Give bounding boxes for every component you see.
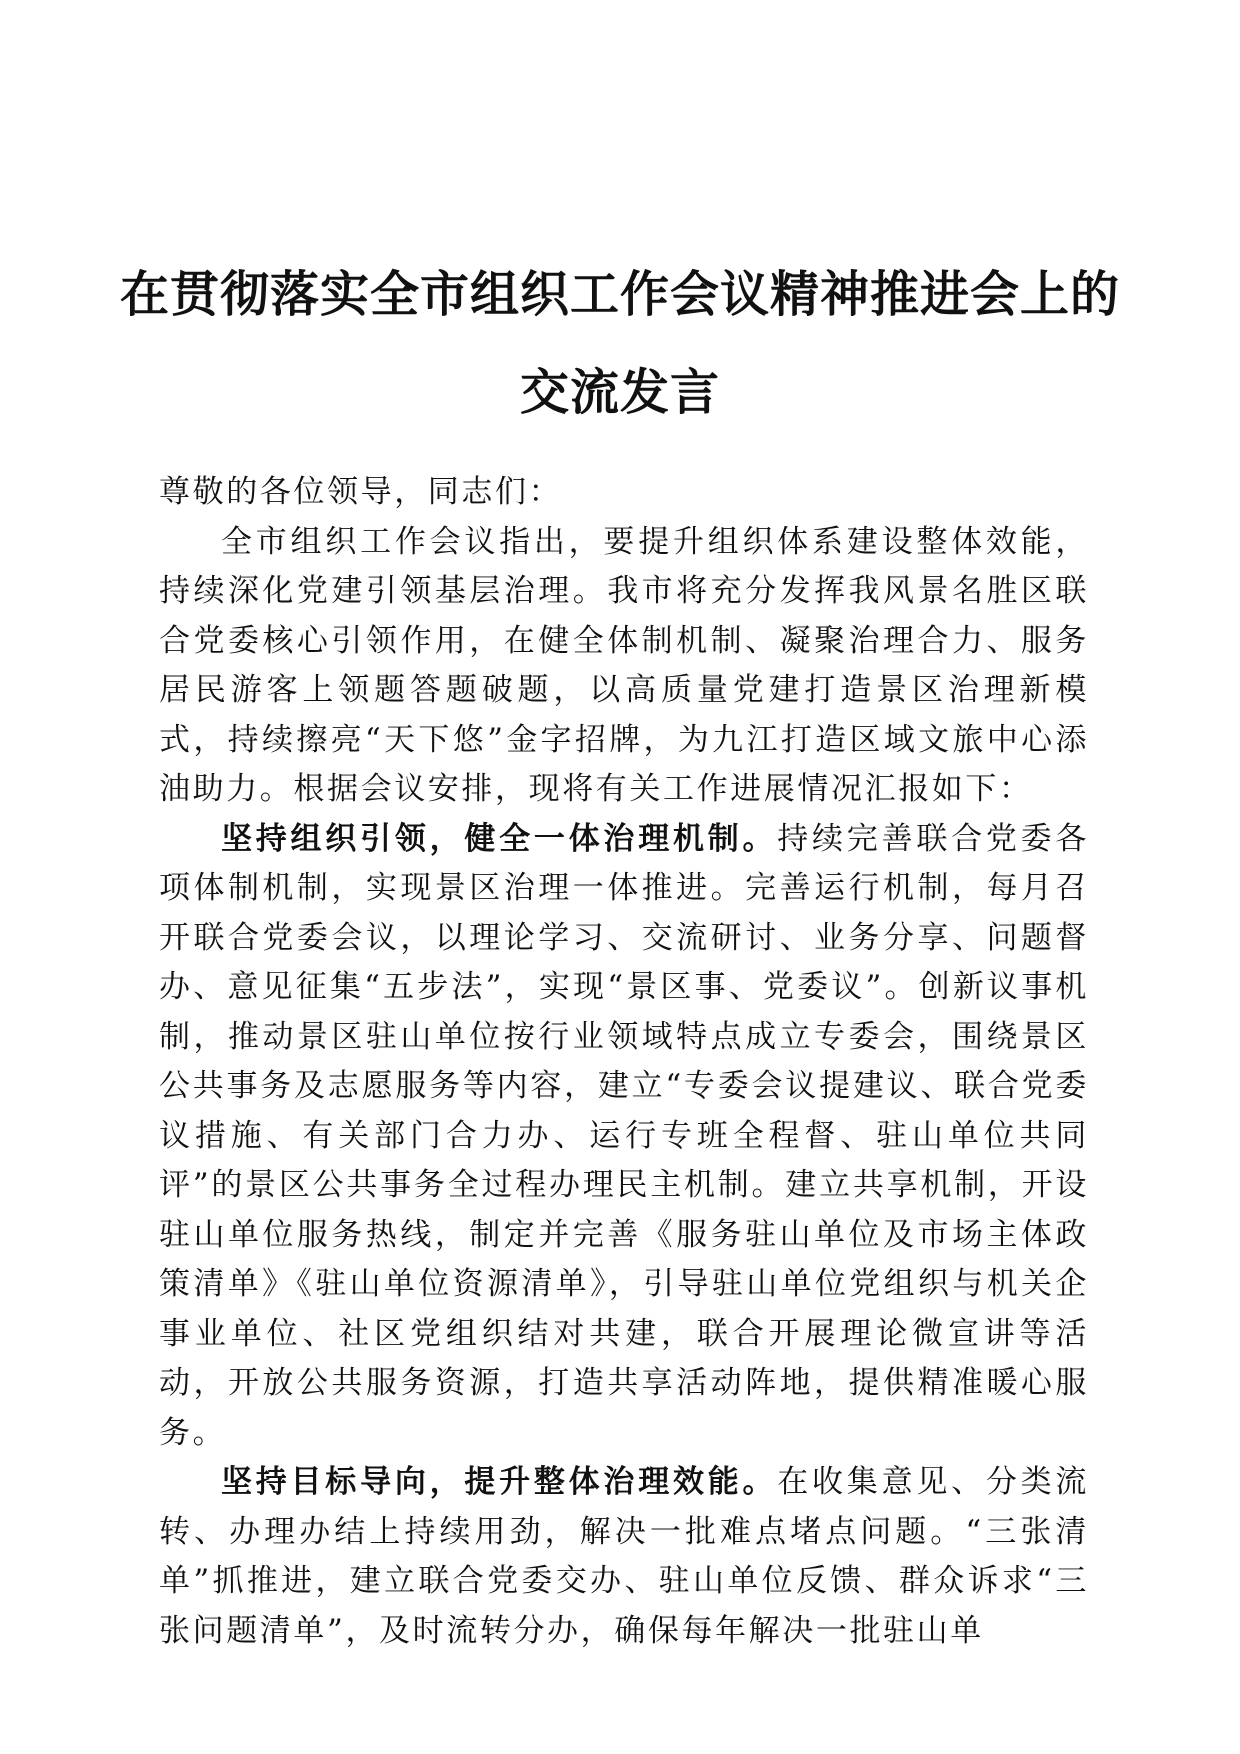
paragraph-text: 在收集意见、分类流转、办理办结上持续用劲，解决一批难点堵点问题。“三张清单”抓推进，建立联合党委交办、驻山单位反馈、群众诉求“三张问题清单”，及时流转分办，确保每年解决一批驻山单 [159, 1464, 1089, 1649]
paragraph-lead-heading: 坚持目标导向，提升整体治理效能。 [221, 1464, 778, 1500]
title-line-2: 交流发言 [519, 363, 720, 421]
paragraph-lead-heading: 坚持组织引领，健全一体治理机制。 [221, 820, 778, 857]
document-body [159, 468, 1089, 1656]
document-title [120, 245, 1120, 441]
paragraph-text: 全市组织工作会议指出，要提升组织体系建设整体效能，持续深化党建引领基层治理。我市将充分发挥我风景名胜区联合党委核心引领作用，在健全体制机制、凝聚治理合力、服务居民游客上领题答题破题，以高质量党建打造景区治理新模式，持续擦亮“天下悠”金字招牌，为九江打造区域文旅中心添油助力。根据会议安排，现将有关工作进展情况汇报如下： [159, 523, 1089, 807]
title-line-1: 在贯彻落实全市组织工作会议精神推进会上的 [120, 265, 1121, 323]
paragraph-text: 持续完善联合党委各项体制机制，实现景区治理一体推进。完善运行机制，每月召开联合党委会议，以理论学习、交流研讨、业务分享、问题督办、意见征集“五步法”，实现“景区事、党委议”。创新议事机制，推动景区驻山单位按行业领域特点成立专委会，围绕景区公共事务及志愿服务等内容，建立“专委会议提建议、联合党委议措施、有关部门合力办、运行专班全程督、驻山单位共同评”的景区公共事务全过程办理民主机制。建立共享机制，开设驻山单位服务热线，制定并完善《服务驻山单位及市场主体政策清单》《驻山单位资源清单》，引导驻山单位党组织与机关企事业单位、社区党组织结对共建，联合开展理论微宣讲等活动，开放公共服务资源，打造共享活动阵地，提供精准暖心服务。 [159, 820, 1089, 1451]
paragraph-goal-orientation [159, 1458, 1089, 1656]
paragraph-intro [159, 518, 1089, 815]
paragraph-organization-lead [159, 815, 1089, 1459]
salutation: 尊敬的各位领导，同志们： [159, 474, 563, 510]
